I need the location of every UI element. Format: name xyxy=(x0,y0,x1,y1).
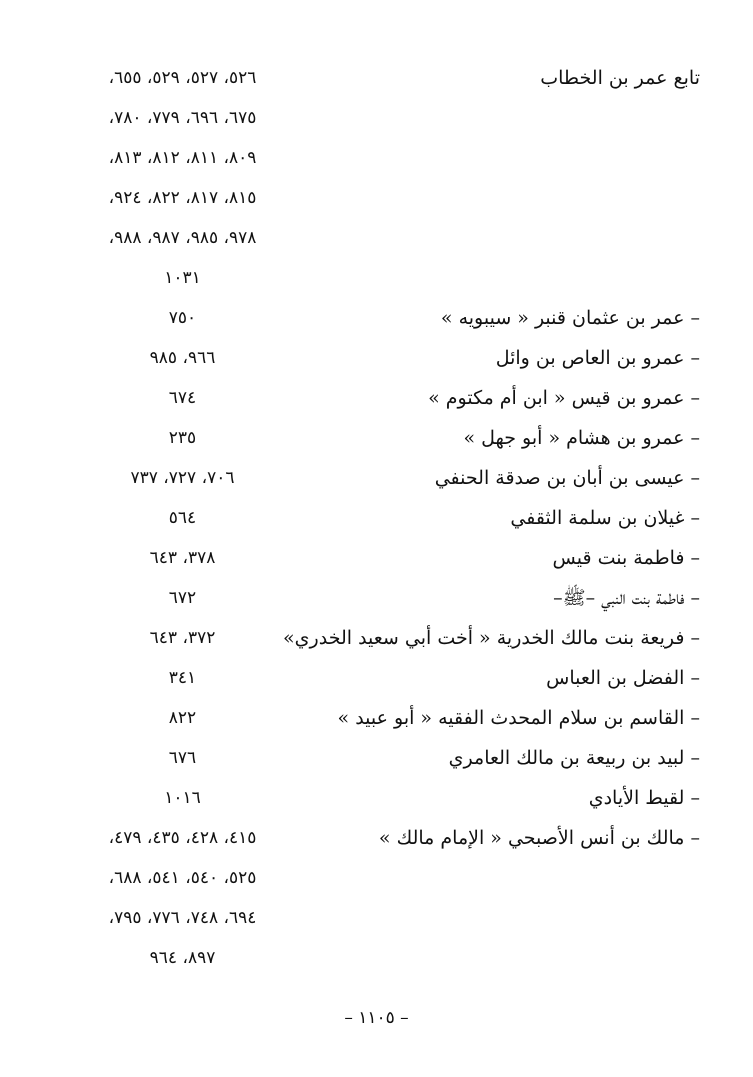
entry-page-refs xyxy=(60,698,305,738)
page-ref-line: ٦٧٦ xyxy=(168,748,197,768)
page-ref-line: ٥٢٦، ٥٢٧، ٥٢٩، ٦٥٥، xyxy=(108,68,257,88)
entry-page-refs xyxy=(60,458,305,498)
index-entry xyxy=(60,738,700,778)
page-ref-line: ١٠١٦ xyxy=(164,788,201,808)
page-ref-line: ٣٧٨، ٦٤٣ xyxy=(149,548,216,568)
index-entry xyxy=(60,418,700,458)
entry-page-refs xyxy=(60,658,305,698)
entry-page-refs xyxy=(60,578,305,618)
entry-name: – عيسى بن أبان بن صدقة الحنفي xyxy=(434,467,700,489)
index-entry xyxy=(60,538,700,578)
entry-name: – عمرو بن قيس « ابن أم مكتوم » xyxy=(428,387,700,409)
entry-name: – فريعة بنت مالك الخدرية « أخت أبي سعيد الخدري» xyxy=(283,627,700,649)
index-entry xyxy=(60,58,700,298)
entry-name: – فاطمة بنت النبي –ﷺ– xyxy=(553,587,700,609)
page-ref-line: ٧٥٠ xyxy=(168,308,197,328)
entry-name: – القاسم بن سلام المحدث الفقيه « أبو عبيد » xyxy=(337,707,700,729)
entry-page-refs xyxy=(60,618,305,658)
index-entry xyxy=(60,818,700,978)
entry-name: – لقيط الأيادي xyxy=(588,787,700,809)
entry-page-refs xyxy=(60,498,305,538)
entry-name: – عمرو بن هشام « أبو جهل » xyxy=(463,427,700,449)
index-entry xyxy=(60,298,700,338)
page-ref-line: ٣٤١ xyxy=(168,668,197,688)
page-ref-line: ٩٦٦، ٩٨٥ xyxy=(149,348,216,368)
index-entry xyxy=(60,578,700,618)
page-ref-line: ٢٣٥ xyxy=(168,428,197,448)
page-ref-line: ٥٢٥، ٥٤٠، ٥٤١، ٦٨٨، xyxy=(108,868,257,888)
page-ref-line: ٨٠٩، ٨١١، ٨١٢، ٨١٣، xyxy=(108,148,257,168)
index-entry xyxy=(60,618,700,658)
page-number: – ١١٠٥ – xyxy=(344,1008,409,1028)
index-list xyxy=(60,58,700,978)
entry-page-refs xyxy=(60,378,305,418)
entry-name: – عمر بن عثمان قنبر « سيبويه » xyxy=(440,307,700,329)
entry-name: – لبيد بن ربيعة بن مالك العامري xyxy=(448,747,700,769)
entry-name: – غيلان بن سلمة الثقفي xyxy=(510,507,700,529)
page-ref-line: ٦٧٢ xyxy=(168,588,197,608)
entry-page-refs xyxy=(60,58,305,298)
index-entry xyxy=(60,778,700,818)
index-entry xyxy=(60,338,700,378)
entry-page-refs xyxy=(60,778,305,818)
page-ref-line: ٩٧٨، ٩٨٥، ٩٨٧، ٩٨٨، xyxy=(108,228,257,248)
index-entry xyxy=(60,378,700,418)
index-entry xyxy=(60,498,700,538)
entry-name: تابع عمر بن الخطاب xyxy=(540,67,700,89)
entry-name: – عمرو بن العاص بن وائل xyxy=(495,347,700,369)
page-ref-line: ٣٧٢، ٦٤٣ xyxy=(149,628,216,648)
index-entry xyxy=(60,458,700,498)
page-ref-line: ٦٩٤، ٧٤٨، ٧٧٦، ٧٩٥، xyxy=(108,908,257,928)
entry-name: – فاطمة بنت قيس xyxy=(552,547,700,569)
page-ref-line: ٨٢٢ xyxy=(168,708,197,728)
entry-name: – مالك بن أنس الأصبحي « الإمام مالك » xyxy=(378,827,700,849)
page-ref-line: ٥٦٤ xyxy=(168,508,197,528)
index-entry xyxy=(60,698,700,738)
page-ref-line: ٧٠٦، ٧٢٧، ٧٣٧ xyxy=(130,468,235,488)
page-ref-line: ٤١٥، ٤٢٨، ٤٣٥، ٤٧٩، xyxy=(108,828,257,848)
entry-page-refs xyxy=(60,418,305,458)
page-ref-line: ١٠٣١ xyxy=(164,268,201,288)
entry-page-refs xyxy=(60,818,305,978)
page-ref-line: ٦٧٤ xyxy=(168,388,197,408)
entry-page-refs xyxy=(60,538,305,578)
index-entry xyxy=(60,658,700,698)
entry-name: – الفضل بن العباس xyxy=(546,667,700,689)
entry-page-refs xyxy=(60,738,305,778)
page-ref-line: ٨٩٧، ٩٦٤ xyxy=(149,948,216,968)
entry-page-refs xyxy=(60,338,305,378)
entry-page-refs xyxy=(60,298,305,338)
page-ref-line: ٨١٥، ٨١٧، ٨٢٢، ٩٢٤، xyxy=(108,188,257,208)
page-ref-line: ٦٧٥، ٦٩٦، ٧٧٩، ٧٨٠، xyxy=(108,108,257,128)
